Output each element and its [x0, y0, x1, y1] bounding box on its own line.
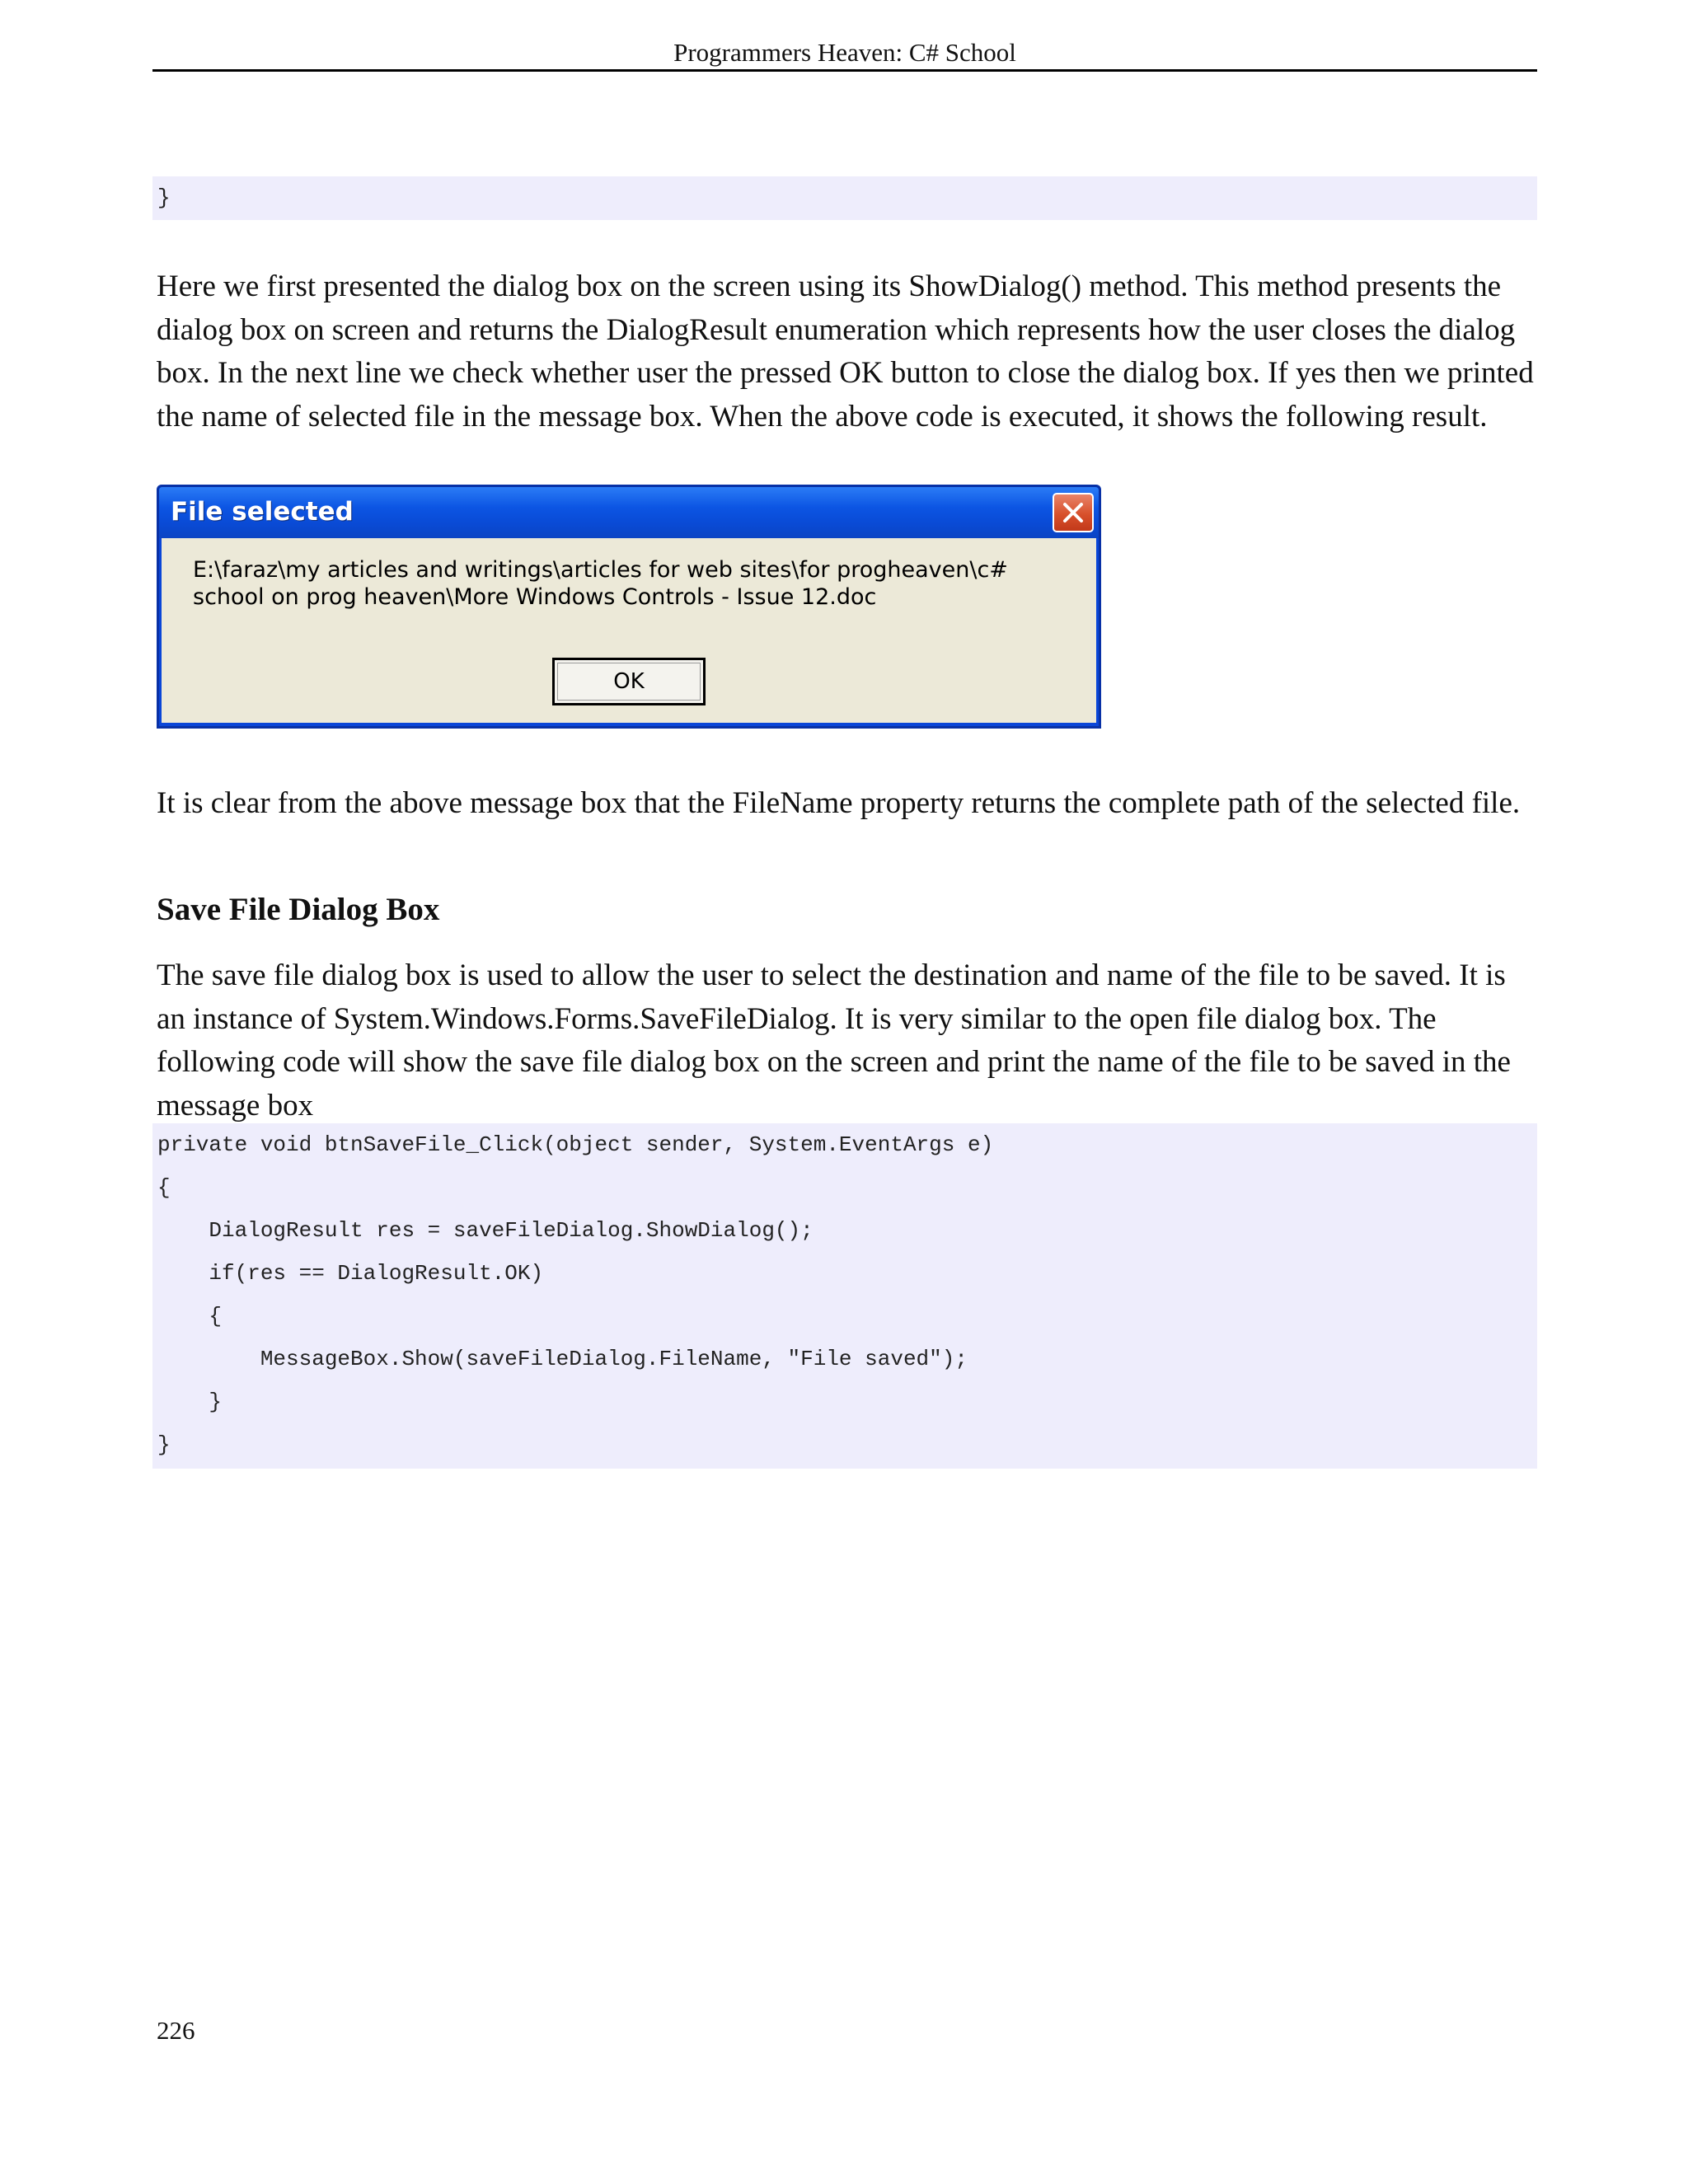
dialog-message: E:\faraz\my articles and writings\articles for web sites\for progheaven\c# school on prog heaven\More Windows Controls - Issue 12.doc — [193, 557, 1008, 610]
header-rule — [152, 69, 1537, 72]
code-line: { — [157, 1175, 171, 1200]
code-line: } — [157, 1390, 223, 1414]
code-line: } — [157, 185, 171, 210]
ok-button[interactable]: OK — [552, 658, 706, 705]
code-block-2 — [152, 1123, 1537, 1469]
file-selected-dialog — [157, 485, 1101, 729]
page-header: Programmers Heaven: C# School — [673, 38, 1016, 67]
code-line: DialogResult res = saveFileDialog.ShowDialog(); — [157, 1218, 814, 1243]
code-line: private void btnSaveFile_Click(object sender, System.EventArgs e) — [157, 1132, 994, 1157]
code-line: { — [157, 1304, 223, 1329]
section-heading: Save File Dialog Box — [157, 892, 440, 927]
code-line: } — [157, 1432, 171, 1457]
paragraph-1: Here we first presented the dialog box on the screen using its ShowDialog() method. This method presents the dialog box on screen and returns the DialogResult enumeration which represents how the user closes the dialog box. In the next line we check whether user the pressed OK button to close the dialog box. If yes then we printed the name of selected file in the message box. When the above code is executed, it shows the following result. — [157, 269, 1534, 434]
code-line: if(res == DialogResult.OK) — [157, 1261, 544, 1286]
dialog-title: File selected — [171, 497, 354, 527]
code-block-1 — [152, 176, 1537, 220]
close-x-glyph — [1062, 501, 1085, 524]
paragraph-3: The save file dialog box is used to allow the user to select the destination and name of the file to be saved. It is an instance of System.Windows.Forms.SaveFileDialog. It is very similar to the open file dialog box. The following code will show the save file dialog box on the screen and print the name of the file to be saved in the message box — [157, 958, 1511, 1122]
dialog-titlebar[interactable] — [159, 487, 1099, 538]
close-icon[interactable] — [1053, 493, 1094, 532]
page-number: 226 — [157, 2016, 195, 2045]
dialog-body — [162, 538, 1096, 723]
code-line: MessageBox.Show(saveFileDialog.FileName, "File saved"); — [157, 1347, 968, 1371]
paragraph-2: It is clear from the above message box that the FileName property returns the complete path of the selected file. — [157, 786, 1521, 820]
